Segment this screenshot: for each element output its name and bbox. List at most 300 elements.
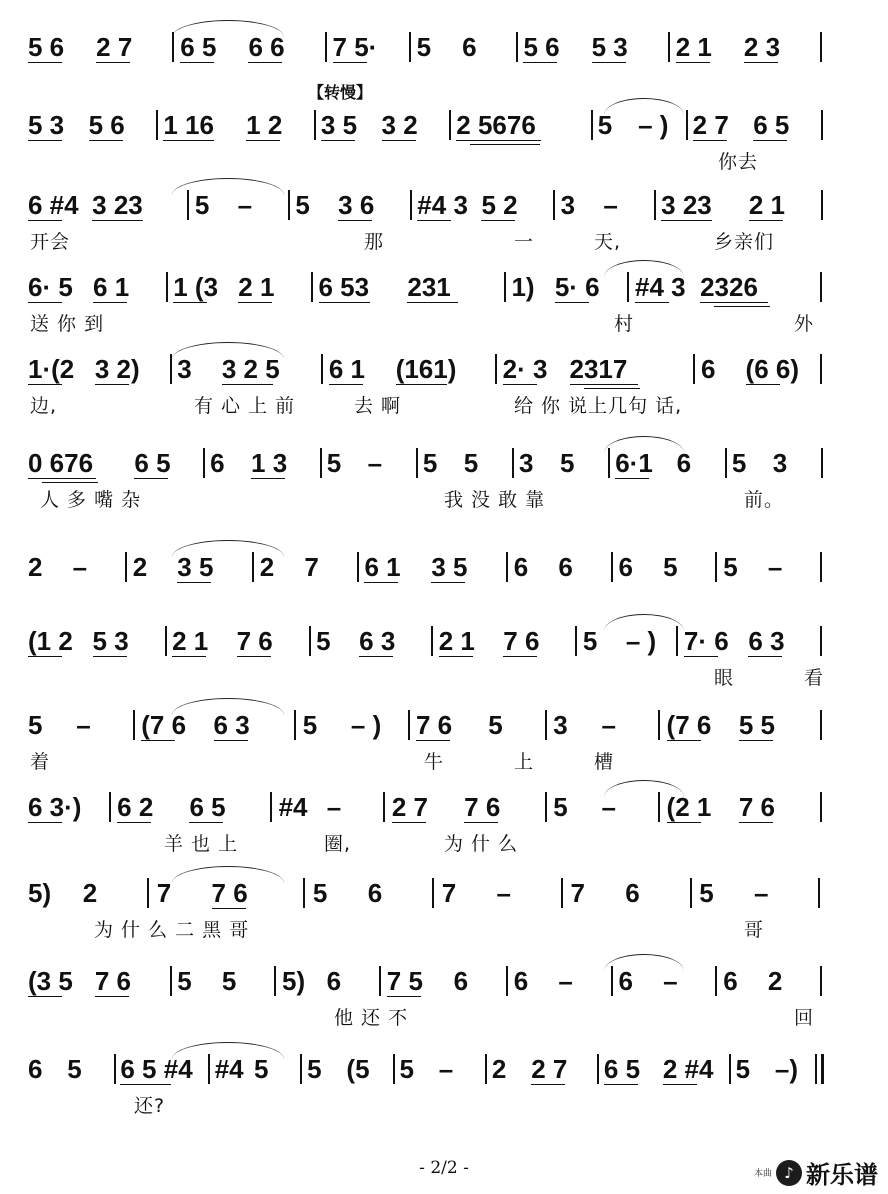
- slur: [604, 780, 684, 797]
- beam-line: [746, 384, 780, 385]
- barline: [820, 354, 822, 384]
- barline: [320, 448, 322, 478]
- beam-line: [248, 62, 282, 63]
- note-group: 7 6: [503, 626, 540, 656]
- lyric-text: 为 什 么: [444, 833, 519, 855]
- note-group: 5: [67, 1054, 82, 1084]
- beam-line: [359, 656, 393, 657]
- note-group: 5: [735, 1054, 751, 1084]
- note-group: 6 6: [248, 32, 285, 62]
- barline: [288, 190, 290, 220]
- lyric-row: [28, 1006, 858, 1036]
- beam-line: [470, 144, 540, 145]
- barline: [165, 626, 167, 656]
- note-group: 6 5: [134, 448, 171, 478]
- beam-line: [739, 822, 773, 823]
- barline: [314, 110, 316, 140]
- note-group: 6: [367, 878, 383, 908]
- staff-row: [28, 962, 858, 1002]
- lyric-text: 边,: [30, 395, 58, 417]
- lyric-text: 给 你 说上几句 话,: [514, 395, 683, 417]
- note-group: (161): [395, 354, 457, 384]
- beam-line: [749, 220, 783, 221]
- note-group: 7: [441, 878, 457, 908]
- beam-line: [693, 140, 727, 141]
- staff-row: [28, 28, 858, 68]
- slur: [172, 1042, 284, 1059]
- note-group: 6 53: [318, 272, 370, 302]
- slur: [172, 866, 284, 883]
- beam-line: [338, 220, 372, 221]
- note-group: (3 5: [28, 966, 73, 996]
- note-group: –: [367, 448, 383, 478]
- note-group: 7· 6: [683, 626, 729, 656]
- music-note-icon: ♪: [776, 1160, 802, 1186]
- barline: [274, 966, 276, 996]
- note-group: (5: [346, 1054, 370, 1084]
- note-group: 6: [326, 966, 342, 996]
- barline: [654, 190, 656, 220]
- note-group: 7 6: [738, 792, 775, 822]
- barline: [821, 110, 823, 140]
- note-group: – ): [638, 110, 669, 140]
- beam-line: [92, 220, 143, 221]
- barline: [693, 354, 695, 384]
- note-group: 5: [731, 448, 747, 478]
- note-group: 2 1: [238, 272, 275, 302]
- barline: [591, 110, 593, 140]
- slur: [604, 260, 684, 277]
- beam-line: [180, 62, 214, 63]
- note-group: 2: [767, 966, 783, 996]
- beam-line: [635, 302, 669, 303]
- barline: [725, 448, 727, 478]
- barline: [495, 354, 497, 384]
- note-group: #4 3: [417, 190, 468, 220]
- note-group: 6: [28, 1054, 43, 1084]
- beam-line: [95, 996, 129, 997]
- note-group: –: [237, 190, 253, 220]
- beam-line: [333, 62, 367, 63]
- barline: [512, 448, 514, 478]
- note-group: 7 6: [94, 966, 131, 996]
- beam-line: [417, 220, 451, 221]
- beam-line: [238, 302, 272, 303]
- note-group: 3: [177, 354, 192, 384]
- beam-line: [570, 384, 638, 385]
- note-group: 231: [407, 272, 451, 302]
- beam-line: [96, 62, 130, 63]
- beam-line: [464, 822, 498, 823]
- beam-line: [212, 908, 246, 909]
- lyric-row: [28, 832, 858, 862]
- note-group: 2 1: [675, 32, 712, 62]
- note-group: 2· 3: [502, 354, 548, 384]
- barline: [820, 792, 822, 822]
- beam-line: [667, 740, 701, 741]
- note-group: –): [774, 1054, 799, 1084]
- note-group: 6: [676, 448, 692, 478]
- beam-line: [163, 140, 214, 141]
- lyric-text: 看: [804, 667, 825, 689]
- note-group: 1·(2: [28, 354, 75, 384]
- note-group: (7 6: [666, 710, 712, 740]
- barline: [821, 448, 823, 478]
- slur: [604, 436, 684, 453]
- note-group: 5: [597, 110, 613, 140]
- lyric-text: 那: [364, 231, 385, 253]
- beam-line: [387, 996, 421, 997]
- note-group: –: [601, 792, 616, 822]
- beam-line: [555, 302, 589, 303]
- barline: [690, 878, 692, 908]
- note-group: 3 23: [92, 190, 143, 220]
- note-group: 5: [663, 552, 678, 582]
- beam-line: [172, 656, 206, 657]
- note-group: 2 1: [438, 626, 475, 656]
- tempo-mark: 【转慢】: [308, 83, 373, 102]
- beam-line: [661, 220, 712, 221]
- beam-line: [117, 822, 151, 823]
- beam-line: [222, 384, 273, 385]
- beam-line: [28, 478, 96, 479]
- beam-line: [584, 388, 640, 389]
- barline: [715, 552, 717, 582]
- note-group: 3 2: [381, 110, 418, 140]
- lyric-text: 眼: [714, 667, 735, 689]
- barline: [147, 878, 149, 908]
- lyric-text: 牛: [424, 751, 445, 773]
- note-group: 2: [132, 552, 148, 582]
- note-group: 6 5: [753, 110, 790, 140]
- note-group: 3 6: [338, 190, 375, 220]
- beam-line: [407, 302, 458, 303]
- barline: [506, 966, 508, 996]
- barline: [393, 1054, 395, 1084]
- note-group: 6 3: [213, 710, 250, 740]
- barline: [820, 552, 822, 582]
- note-group: 5· 6: [554, 272, 600, 302]
- note-group: –: [76, 710, 91, 740]
- beam-line: [321, 140, 355, 141]
- beam-line: [753, 140, 787, 141]
- lyric-text: 前。: [744, 489, 785, 511]
- note-group: 6: [700, 354, 716, 384]
- beam-line: [416, 740, 450, 741]
- lyric-text: 外: [794, 313, 815, 335]
- barline: [449, 110, 451, 140]
- lyric-text: 去 啊: [354, 395, 402, 417]
- staff-row: [28, 350, 858, 390]
- note-group: 6: [723, 966, 738, 996]
- note-group: 6 2: [117, 792, 154, 822]
- note-group: 2317: [569, 354, 628, 384]
- note-group: 1 16: [163, 110, 214, 140]
- barline: [611, 552, 613, 582]
- note-group: 3: [553, 710, 568, 740]
- note-group: 2 7: [96, 32, 133, 62]
- lyric-text: 一: [514, 231, 535, 253]
- lyric-text: 圈,: [324, 833, 352, 855]
- beam-line: [237, 656, 271, 657]
- beam-line: [189, 822, 223, 823]
- beam-line: [28, 384, 62, 385]
- slur: [604, 614, 684, 631]
- beam-line: [364, 582, 398, 583]
- note-group: 6: [453, 966, 469, 996]
- beam-line: [676, 62, 710, 63]
- barline: [125, 552, 127, 582]
- note-group: 3 5: [320, 110, 358, 140]
- barline: [658, 710, 660, 740]
- lyric-row: [28, 230, 858, 260]
- note-group: 6: [513, 966, 529, 996]
- note-group: –: [558, 966, 573, 996]
- beam-line: [748, 656, 782, 657]
- staff-row: [28, 874, 858, 914]
- lyric-row: [28, 150, 858, 180]
- staff-row: [28, 1050, 858, 1090]
- beam-line: [604, 1084, 638, 1085]
- note-group: 5: [28, 710, 43, 740]
- beam-line: [95, 384, 129, 385]
- beam-line: [120, 1084, 171, 1085]
- note-group: 6 3·): [28, 792, 82, 822]
- beam-line: [134, 478, 168, 479]
- note-group: #4 3: [635, 272, 686, 302]
- note-group: 5: [463, 448, 479, 478]
- beam-line: [615, 478, 649, 479]
- barline: [156, 110, 158, 140]
- note-group: 2 5676: [456, 110, 536, 140]
- note-group: –: [438, 1054, 454, 1084]
- note-group: 7 6: [415, 710, 453, 740]
- beam-line: [684, 656, 718, 657]
- note-group: 6·1: [615, 448, 653, 478]
- note-group: 7: [304, 552, 319, 582]
- note-group: #4: [214, 1054, 244, 1084]
- lyric-text: 槽: [594, 751, 615, 773]
- note-group: 5: [416, 32, 432, 62]
- beam-line: [700, 302, 768, 303]
- note-group: 5: [312, 878, 328, 908]
- note-group: –: [663, 966, 678, 996]
- lyric-text: 回: [794, 1007, 815, 1029]
- beam-line: [93, 302, 127, 303]
- barline: [597, 1054, 599, 1084]
- beam-line: [28, 302, 62, 303]
- beam-line: [392, 822, 426, 823]
- slur: [604, 98, 684, 115]
- beam-line: [663, 1084, 697, 1085]
- lyric-text: 人 多 嘴 杂: [40, 489, 142, 511]
- beam-line: [503, 656, 537, 657]
- note-group: 3 2): [94, 354, 140, 384]
- barline: [545, 792, 547, 822]
- note-group: 5 6: [28, 32, 65, 62]
- note-group: 6: [210, 448, 225, 478]
- barline: [485, 1054, 487, 1084]
- note-group: 0 676: [28, 448, 94, 478]
- brand-name: 新乐谱: [806, 1161, 878, 1189]
- note-group: 5: [582, 626, 598, 656]
- note-group: 5 3: [28, 110, 65, 140]
- beam-line: [246, 140, 280, 141]
- staff-row: [28, 622, 858, 662]
- staff-row: [28, 106, 858, 146]
- barline: [432, 878, 434, 908]
- barline: [820, 272, 822, 302]
- slur: [172, 342, 284, 359]
- note-group: 6: [625, 878, 640, 908]
- beam-line: [439, 656, 473, 657]
- beam-line: [744, 62, 778, 63]
- note-group: –: [72, 552, 88, 582]
- barline: [325, 32, 327, 62]
- note-group: 5: [254, 1054, 269, 1084]
- beam-line: [714, 306, 770, 307]
- note-group: 3 5: [431, 552, 468, 582]
- note-group: (6 6): [745, 354, 800, 384]
- barline: [668, 32, 670, 62]
- slur: [172, 698, 284, 715]
- note-group: 2 1: [748, 190, 785, 220]
- lyric-text: 送 你 到: [30, 313, 105, 335]
- brand-small-text: 本曲: [753, 1169, 772, 1179]
- note-group: –: [601, 710, 616, 740]
- note-group: 5: [316, 626, 331, 656]
- note-group: (2 1: [666, 792, 712, 822]
- beam-line: [141, 740, 175, 741]
- note-group: 5 6: [523, 32, 560, 62]
- note-group: 3 23: [661, 190, 712, 220]
- beam-line: [431, 582, 465, 583]
- beam-line: [173, 302, 207, 303]
- beam-line: [89, 140, 123, 141]
- note-group: –: [603, 190, 618, 220]
- note-group: 3: [772, 448, 788, 478]
- note-group: 5: [699, 878, 714, 908]
- note-group: 5: [723, 552, 738, 582]
- beam-line: [667, 822, 701, 823]
- barline: [133, 710, 135, 740]
- note-group: 6: [618, 966, 633, 996]
- beam-line: [592, 62, 626, 63]
- note-group: 7 5: [386, 966, 423, 996]
- barline: [270, 792, 272, 822]
- note-group: –: [767, 552, 783, 582]
- note-group: 5: [307, 1054, 322, 1084]
- lyric-row: [28, 394, 858, 424]
- note-group: 2: [259, 552, 275, 582]
- staff-row: [28, 268, 858, 308]
- note-group: 6 3: [359, 626, 396, 656]
- staff-row: [28, 444, 858, 484]
- lyric-row: [28, 918, 858, 948]
- lyric-row: [28, 666, 858, 696]
- barline: [820, 710, 822, 740]
- beam-line: [28, 62, 62, 63]
- lyric-text: 我 没 敢 靠: [444, 489, 546, 511]
- note-group: 5 2: [481, 190, 518, 220]
- lyric-text: 着: [30, 751, 51, 773]
- note-group: (7 6: [141, 710, 187, 740]
- barline: [561, 878, 563, 908]
- note-group: 5: [553, 792, 568, 822]
- note-group: 6 #4: [28, 190, 79, 220]
- note-group: 5: [302, 710, 318, 740]
- barline: [545, 710, 547, 740]
- barline: [504, 272, 506, 302]
- lyric-text: 还?: [134, 1095, 166, 1117]
- note-group: 5: [177, 966, 192, 996]
- final-barline: [821, 1054, 824, 1084]
- barline: [383, 792, 385, 822]
- note-group: 5: [221, 966, 237, 996]
- lyric-text: 为 什 么 二 黑 哥: [94, 919, 250, 941]
- note-group: 2 7: [391, 792, 428, 822]
- note-group: 3: [560, 190, 576, 220]
- barline: [715, 966, 717, 996]
- note-group: 5 6: [88, 110, 125, 140]
- note-group: 6: [513, 552, 529, 582]
- note-group: 6 5 #4: [120, 1054, 193, 1084]
- lyric-text: 他 还 不: [334, 1007, 409, 1029]
- note-group: 5: [488, 710, 503, 740]
- note-group: 2: [82, 878, 98, 908]
- barline: [516, 32, 518, 62]
- barline: [821, 190, 823, 220]
- note-group: 5 3: [591, 32, 628, 62]
- beam-line: [28, 220, 62, 221]
- note-group: –: [326, 792, 342, 822]
- barline: [166, 272, 168, 302]
- note-group: 7 6: [236, 626, 273, 656]
- beam-line: [28, 140, 62, 141]
- note-group: 6 3: [748, 626, 785, 656]
- barline: [311, 272, 313, 302]
- note-group: 2 1: [172, 626, 209, 656]
- barline: [408, 710, 410, 740]
- barline: [303, 878, 305, 908]
- beam-line: [251, 478, 285, 479]
- lyric-text: 哥: [744, 919, 765, 941]
- beam-line: [503, 384, 537, 385]
- note-group: –: [754, 878, 769, 908]
- barline: [357, 552, 359, 582]
- note-group: 1 3: [251, 448, 288, 478]
- note-group: 5: [194, 190, 210, 220]
- barline: [379, 966, 381, 996]
- note-group: 7 6: [211, 878, 248, 908]
- note-group: 1): [511, 272, 535, 302]
- note-group: 2 #4: [662, 1054, 714, 1084]
- note-group: – ): [625, 626, 657, 656]
- note-group: 2: [491, 1054, 507, 1084]
- slur: [172, 540, 284, 557]
- lyric-text: 上: [514, 751, 535, 773]
- lyric-row: [28, 312, 858, 342]
- barline: [686, 110, 688, 140]
- barline: [114, 1054, 116, 1084]
- note-group: 5: [295, 190, 310, 220]
- barline: [409, 32, 411, 62]
- lyric-text: 羊 也 上: [164, 833, 239, 855]
- note-group: 6 1: [328, 354, 365, 384]
- note-group: #4: [278, 792, 308, 822]
- note-group: 2 7: [692, 110, 729, 140]
- note-group: 1 (3: [173, 272, 219, 302]
